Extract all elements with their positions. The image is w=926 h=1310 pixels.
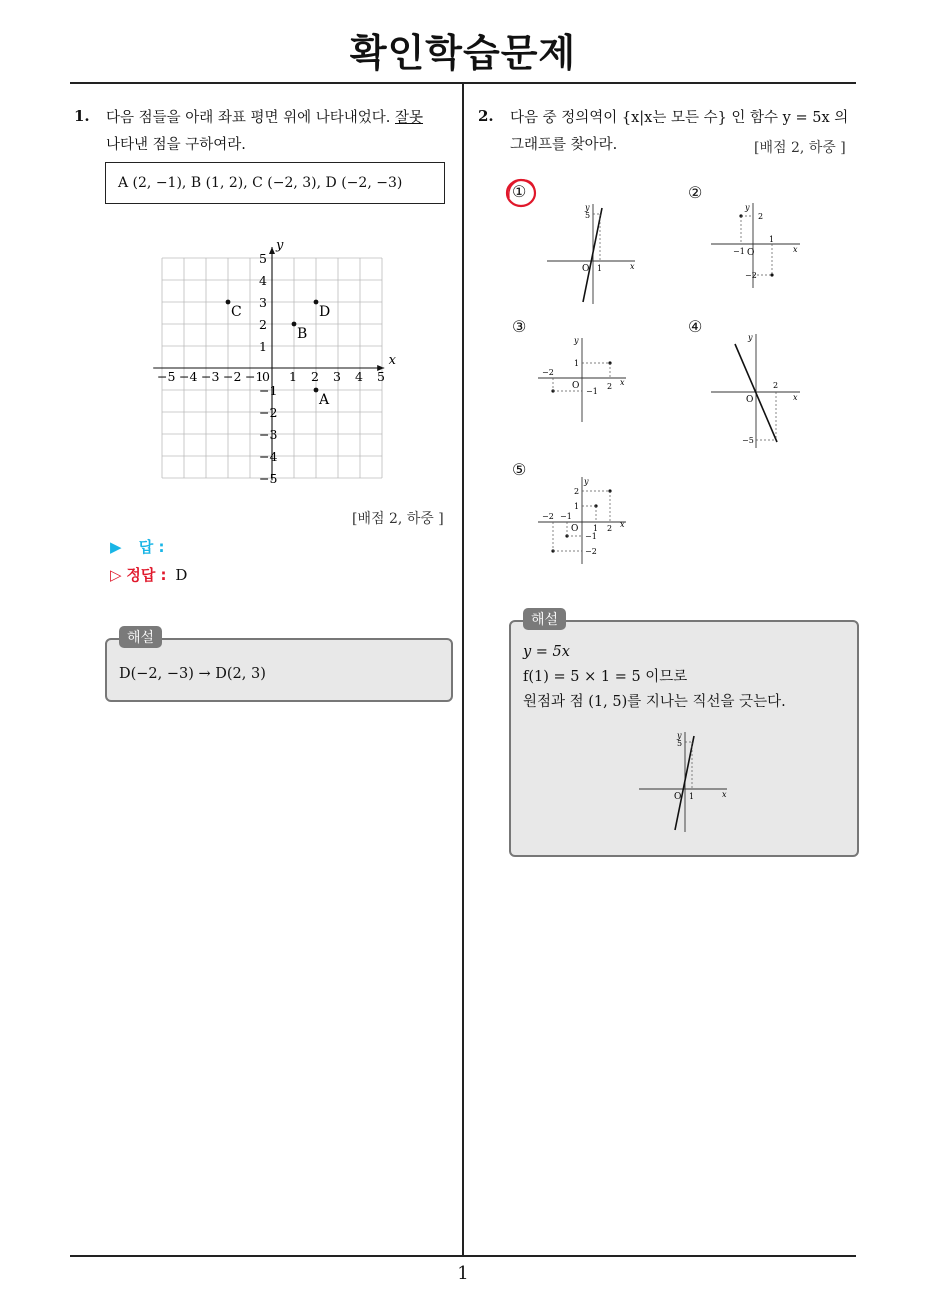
option-4-tick-2: 2 <box>773 381 779 390</box>
footer-divider <box>70 1255 856 1257</box>
option-3-tick-neg1: −1 <box>586 387 598 396</box>
y-tick-label: 5 <box>259 251 267 266</box>
option-1-marker[interactable]: ① <box>512 182 527 201</box>
x-tick-label: −1 <box>245 369 264 384</box>
option-2-marker[interactable]: ② <box>688 183 703 202</box>
option-3-tick-2: 2 <box>607 382 613 391</box>
option-5-tick-yneg1: −1 <box>585 532 597 541</box>
option-3-tick-1: 1 <box>574 359 580 368</box>
y-tick-label: −2 <box>259 405 278 420</box>
y-tick-label: 4 <box>259 273 267 288</box>
option-1-x-label: x <box>630 262 635 271</box>
option-1-graph[interactable] <box>545 200 640 305</box>
y-tick-label: 2 <box>259 317 267 332</box>
q1-text-underlined: 잘못 <box>395 110 424 126</box>
q1-correct-value: D <box>175 566 188 584</box>
option-2-origin: O <box>747 248 755 258</box>
point-D <box>314 300 319 305</box>
q1-answer-row <box>110 536 165 557</box>
option-5-marker[interactable]: ⑤ <box>512 460 527 479</box>
option-5-x-label: x <box>620 520 625 529</box>
option-5-tick-xneg2: −2 <box>542 512 554 521</box>
q2-text-b: 그래프를 찾아라. <box>510 137 618 153</box>
q2-meta: [배점 2, 하중 ] <box>754 140 846 156</box>
q2-number: 2. <box>478 107 494 125</box>
y-tick-label: 3 <box>259 295 267 310</box>
option-1-y-label: y <box>585 203 590 212</box>
y-tick-label: −3 <box>259 427 278 442</box>
q1-text-b: 나타낸 점을 구하여라. <box>106 137 246 153</box>
q1-text-a: 다음 점들을 아래 좌표 평면 위에 나타내었다. <box>106 110 391 126</box>
option-4-marker[interactable]: ④ <box>688 317 703 336</box>
point-label: B <box>297 326 308 342</box>
origin-label: 0 <box>262 369 270 384</box>
x-tick-label: −5 <box>157 369 176 384</box>
option-5-origin: O <box>571 524 579 534</box>
option-1-tick-5: 5 <box>585 211 591 220</box>
expl-graph-y-label: y <box>677 731 682 740</box>
option-3-origin: O <box>572 381 580 391</box>
option-2-graph[interactable] <box>708 200 808 290</box>
option-2-tick-2: 2 <box>758 212 764 221</box>
expl-graph-x-label: x <box>722 790 727 799</box>
correct-arrow-icon: ▷ <box>110 566 122 584</box>
expl-graph-tick-1: 1 <box>689 792 695 801</box>
point-label: D <box>319 304 331 320</box>
x-tick-label: −2 <box>223 369 242 384</box>
option-5-y-label: y <box>584 477 589 486</box>
y-tick-label: 1 <box>259 339 267 354</box>
expl-graph-origin: O <box>674 792 682 802</box>
point-label: C <box>231 304 242 320</box>
page-number: 1 <box>457 1263 469 1284</box>
option-5-tick-y1: 1 <box>574 502 580 511</box>
q2-explanation-box <box>509 620 859 857</box>
y-axis-label: y <box>276 238 284 253</box>
option-5-tick-x2: 2 <box>607 524 613 533</box>
column-divider <box>462 83 464 1255</box>
q1-points-box: A (2, −1), B (1, 2), C (−2, 3), D (−2, −3) <box>105 162 445 204</box>
y-tick-label: −1 <box>259 383 278 398</box>
q1-coordinate-graph <box>150 228 410 483</box>
answer-arrow-icon: ▶ <box>110 538 122 556</box>
q1-answer-label: 답 : <box>138 538 165 556</box>
expl-graph-tick-5: 5 <box>677 739 683 748</box>
x-tick-label: −3 <box>201 369 220 384</box>
q2-expl-line-3: 원점과 점 (1, 5)를 지나는 직선을 긋는다. <box>523 694 786 710</box>
point-A <box>314 388 319 393</box>
q1-explanation-text: D(−2, −3) → D(2, 3) <box>119 666 266 682</box>
x-axis-label: x <box>388 353 396 368</box>
option-5-tick-yneg2: −2 <box>585 547 597 556</box>
x-tick-label: 2 <box>311 369 319 384</box>
option-3-x-label: x <box>620 378 625 387</box>
point-label: A <box>319 392 330 408</box>
q1-correct-label: 정답 : <box>126 566 167 584</box>
q2-expl-line-2: f(1) = 5 × 1 = 5 이므로 <box>523 669 688 685</box>
option-5-tick-xneg1: −1 <box>560 512 572 521</box>
option-4-y-label: y <box>748 333 753 342</box>
option-2-y-label: y <box>745 203 750 212</box>
x-tick-label: −4 <box>179 369 198 384</box>
option-4-graph[interactable] <box>708 330 808 450</box>
point-B <box>292 322 297 327</box>
q1-meta: [배점 2, 하중 ] <box>352 511 444 527</box>
q1-text <box>106 105 456 159</box>
q1-explanation-tag: 해설 <box>119 626 162 648</box>
option-1-tick-1: 1 <box>597 264 603 273</box>
option-1-selected-circle <box>504 176 538 210</box>
x-tick-label: 4 <box>355 369 363 384</box>
option-3-y-label: y <box>574 336 579 345</box>
option-4-tick-neg5: −5 <box>742 436 754 445</box>
x-tick-label: 1 <box>289 369 297 384</box>
option-1-origin: O <box>582 264 590 274</box>
q2-explanation-text <box>523 640 786 715</box>
option-3-graph[interactable] <box>536 332 632 424</box>
y-tick-label: −4 <box>259 449 278 464</box>
option-5-tick-x1: 1 <box>593 524 599 533</box>
option-3-marker[interactable]: ③ <box>512 317 527 336</box>
x-tick-label: 3 <box>333 369 341 384</box>
option-5-graph[interactable] <box>536 474 632 566</box>
option-2-tick-neg2: −2 <box>745 271 757 280</box>
option-5-tick-y2: 2 <box>574 487 580 496</box>
option-4-origin: O <box>746 395 754 405</box>
option-4-x-label: x <box>793 393 798 402</box>
option-2-x-label: x <box>793 245 798 254</box>
y-axis-arrow-icon <box>269 247 275 254</box>
x-tick-label: 5 <box>377 369 385 384</box>
point-C <box>226 300 231 305</box>
option-2-tick-neg1: −1 <box>733 247 745 256</box>
y-tick-label: −5 <box>259 471 278 483</box>
q2-text-a: 다음 중 정의역이 {x|x는 모든 수} 인 함수 y = 5x 의 <box>510 110 849 126</box>
q2-explanation-tag: 해설 <box>523 608 566 630</box>
option-3-tick-neg2: −2 <box>542 368 554 377</box>
q2-explanation-graph <box>637 728 732 833</box>
q1-correct-row <box>110 564 187 585</box>
page-title: 확인학습문제 <box>349 31 577 75</box>
option-2-tick-1: 1 <box>769 235 775 244</box>
q2-expl-line-1: y = 5x <box>523 644 570 660</box>
q1-number: 1. <box>74 107 90 125</box>
